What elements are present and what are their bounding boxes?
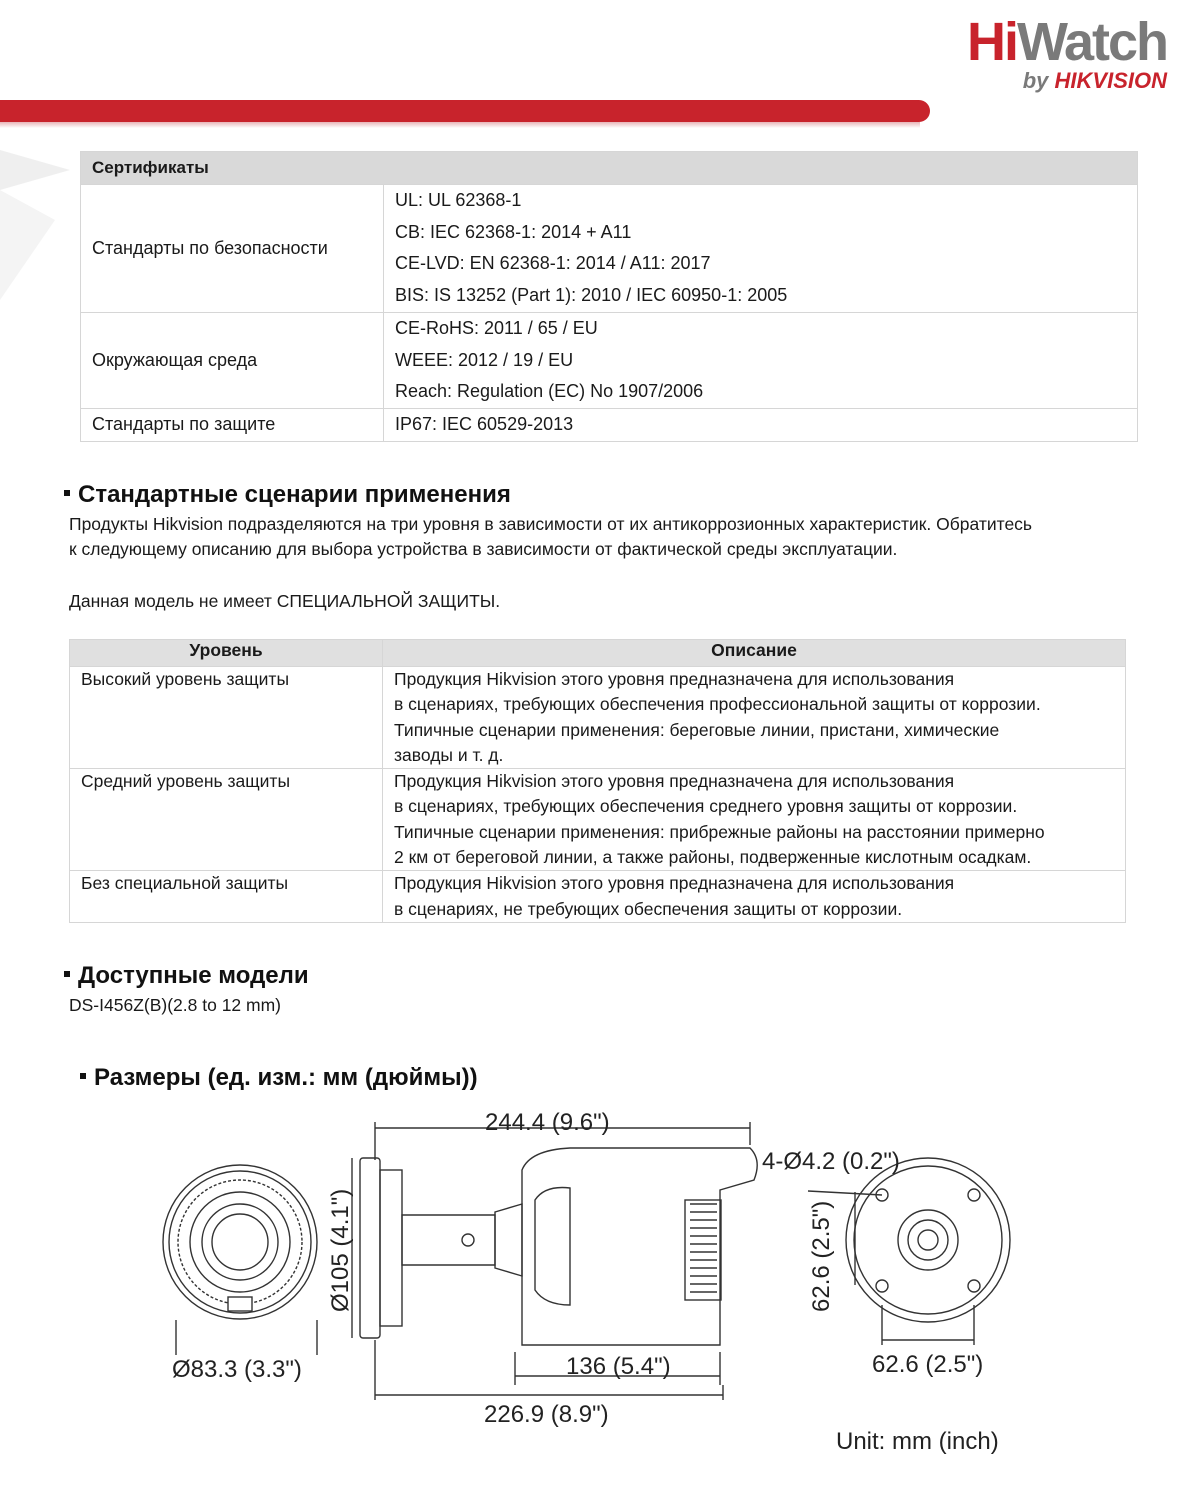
body-length-label: 136 (5.4") bbox=[566, 1353, 671, 1380]
bullet-square-icon bbox=[64, 971, 70, 977]
desc-line: Типичные сценарии применения: прибрежные районы на расстоянии примерно bbox=[394, 821, 1045, 842]
cert-value: BIS: IS 13252 (Part 1): 2010 / IEC 60950-1: 2005 bbox=[395, 285, 788, 306]
dimensions-title-text: Размеры (ед. изм.: мм (дюймы)) bbox=[94, 1064, 478, 1091]
cert-label-environment: Окружающая среда bbox=[81, 312, 384, 408]
dimensions-title bbox=[80, 1064, 478, 1092]
unit-label: Unit: mm (inch) bbox=[836, 1428, 999, 1455]
cert-values-environment bbox=[384, 312, 1138, 408]
brand-by-company: HIKVISION bbox=[1054, 68, 1167, 93]
level-medium: Средний уровень защиты bbox=[70, 769, 383, 871]
scenarios-intro-line1: Продукты Hikvision подразделяются на три уровня в зависимости от их антикоррозионных характеристик. Обратитесь bbox=[69, 514, 1033, 534]
cert-value: UL: UL 62368-1 bbox=[395, 190, 522, 210]
desc-line: заводы и т. д. bbox=[394, 744, 504, 765]
brand-by-text: by bbox=[1022, 68, 1055, 93]
cert-value: WEEE: 2012 / 19 / EU bbox=[395, 349, 574, 370]
certificates-header: Сертификаты bbox=[81, 152, 1138, 185]
scenarios-title bbox=[64, 481, 511, 509]
brand-logo bbox=[967, 14, 1167, 94]
cert-values-safety bbox=[384, 185, 1138, 313]
base-length-label: 226.9 (8.9") bbox=[484, 1401, 609, 1428]
protection-levels-table bbox=[69, 639, 1126, 923]
cert-label-protection: Стандарты по защите bbox=[81, 408, 384, 441]
protection-row-none bbox=[70, 871, 1126, 923]
certificates-row-safety bbox=[81, 185, 1138, 313]
certificates-table bbox=[80, 151, 1138, 442]
header-bar-shadow bbox=[0, 122, 920, 128]
certificates-row-environment bbox=[81, 312, 1138, 408]
cert-values-protection bbox=[384, 408, 1138, 441]
dimension-drawing bbox=[150, 1100, 1050, 1470]
col-level-header: Уровень bbox=[70, 640, 383, 667]
front-view bbox=[163, 1165, 317, 1383]
protection-header-row bbox=[70, 640, 1126, 667]
models-title-text: Доступные модели bbox=[78, 962, 309, 989]
cert-label-safety: Стандарты по безопасности bbox=[81, 185, 384, 313]
protection-row-medium bbox=[70, 769, 1126, 871]
desc-line: Продукция Hikvision этого уровня предназначена для использования bbox=[394, 669, 955, 689]
side-view bbox=[327, 1109, 757, 1428]
front-diameter-label: Ø83.3 (3.3") bbox=[172, 1356, 302, 1383]
desc-high bbox=[383, 667, 1126, 769]
model-name: DS-I456Z(B)(2.8 to 12 mm) bbox=[69, 995, 281, 1015]
certificates-row-protection bbox=[81, 408, 1138, 441]
cert-value: CE-LVD: EN 62368-1: 2014 / A11: 2017 bbox=[395, 253, 711, 274]
cert-value: Reach: Regulation (EC) No 1907/2006 bbox=[395, 381, 704, 402]
cert-value: CE-RoHS: 2011 / 65 / EU bbox=[395, 317, 598, 338]
desc-line: в сценариях, требующих обеспечения среднего уровня защиты от коррозии. bbox=[394, 796, 1018, 817]
bullet-square-icon bbox=[64, 490, 70, 496]
hole-spacing-vertical-label: 62.6 (2.5") bbox=[808, 1200, 835, 1312]
header-red-bar bbox=[0, 100, 930, 122]
cert-value: IP67: IEC 60529-2013 bbox=[395, 413, 574, 434]
desc-line: Продукция Hikvision этого уровня предназначена для использования bbox=[394, 873, 955, 894]
desc-line: Продукция Hikvision этого уровня предназначена для использования bbox=[394, 771, 955, 792]
desc-line: в сценариях, требующих обеспечения профессиональной защиты от коррозии. bbox=[394, 694, 1041, 715]
protection-row-high bbox=[70, 667, 1126, 769]
rear-view bbox=[762, 1148, 1010, 1378]
overall-length-label: 244.4 (9.6") bbox=[485, 1109, 610, 1136]
level-high: Высокий уровень защиты bbox=[70, 667, 383, 769]
bullet-square-icon bbox=[80, 1073, 86, 1079]
brand-name-rest: Watch bbox=[1017, 12, 1167, 72]
decorative-shape bbox=[0, 130, 80, 320]
desc-none bbox=[383, 871, 1126, 923]
brand-name-hi: Hi bbox=[967, 12, 1017, 72]
scenarios-note: Данная модель не имеет СПЕЦИАЛЬНОЙ ЗАЩИТЫ. bbox=[69, 591, 501, 611]
hole-spacing-horizontal-label: 62.6 (2.5") bbox=[872, 1351, 984, 1378]
mount-diameter-label: Ø105 (4.1") bbox=[327, 1188, 354, 1312]
scenarios-title-text: Стандартные сценарии применения bbox=[78, 481, 511, 508]
desc-line: Типичные сценарии применения: береговые линии, пристани, химические bbox=[394, 719, 1000, 740]
brand-name bbox=[967, 14, 1167, 70]
holes-label: 4-Ø4.2 (0.2") bbox=[762, 1148, 900, 1175]
desc-medium bbox=[383, 769, 1126, 871]
desc-line: 2 км от береговой линии, а также районы, подверженные кислотным осадкам. bbox=[394, 847, 1032, 868]
level-none: Без специальной защиты bbox=[70, 871, 383, 923]
cert-value: CB: IEC 62368-1: 2014 + A11 bbox=[395, 221, 632, 242]
models-title bbox=[64, 962, 309, 990]
scenarios-intro bbox=[69, 512, 1129, 562]
certificates-header-row bbox=[81, 152, 1138, 185]
scenarios-intro-line2: к следующему описанию для выбора устройства в зависимости от фактической среды эксплуатации. bbox=[69, 539, 898, 559]
col-desc-header: Описание bbox=[383, 640, 1126, 667]
desc-line: в сценариях, не требующих обеспечения защиты от коррозии. bbox=[394, 898, 903, 919]
